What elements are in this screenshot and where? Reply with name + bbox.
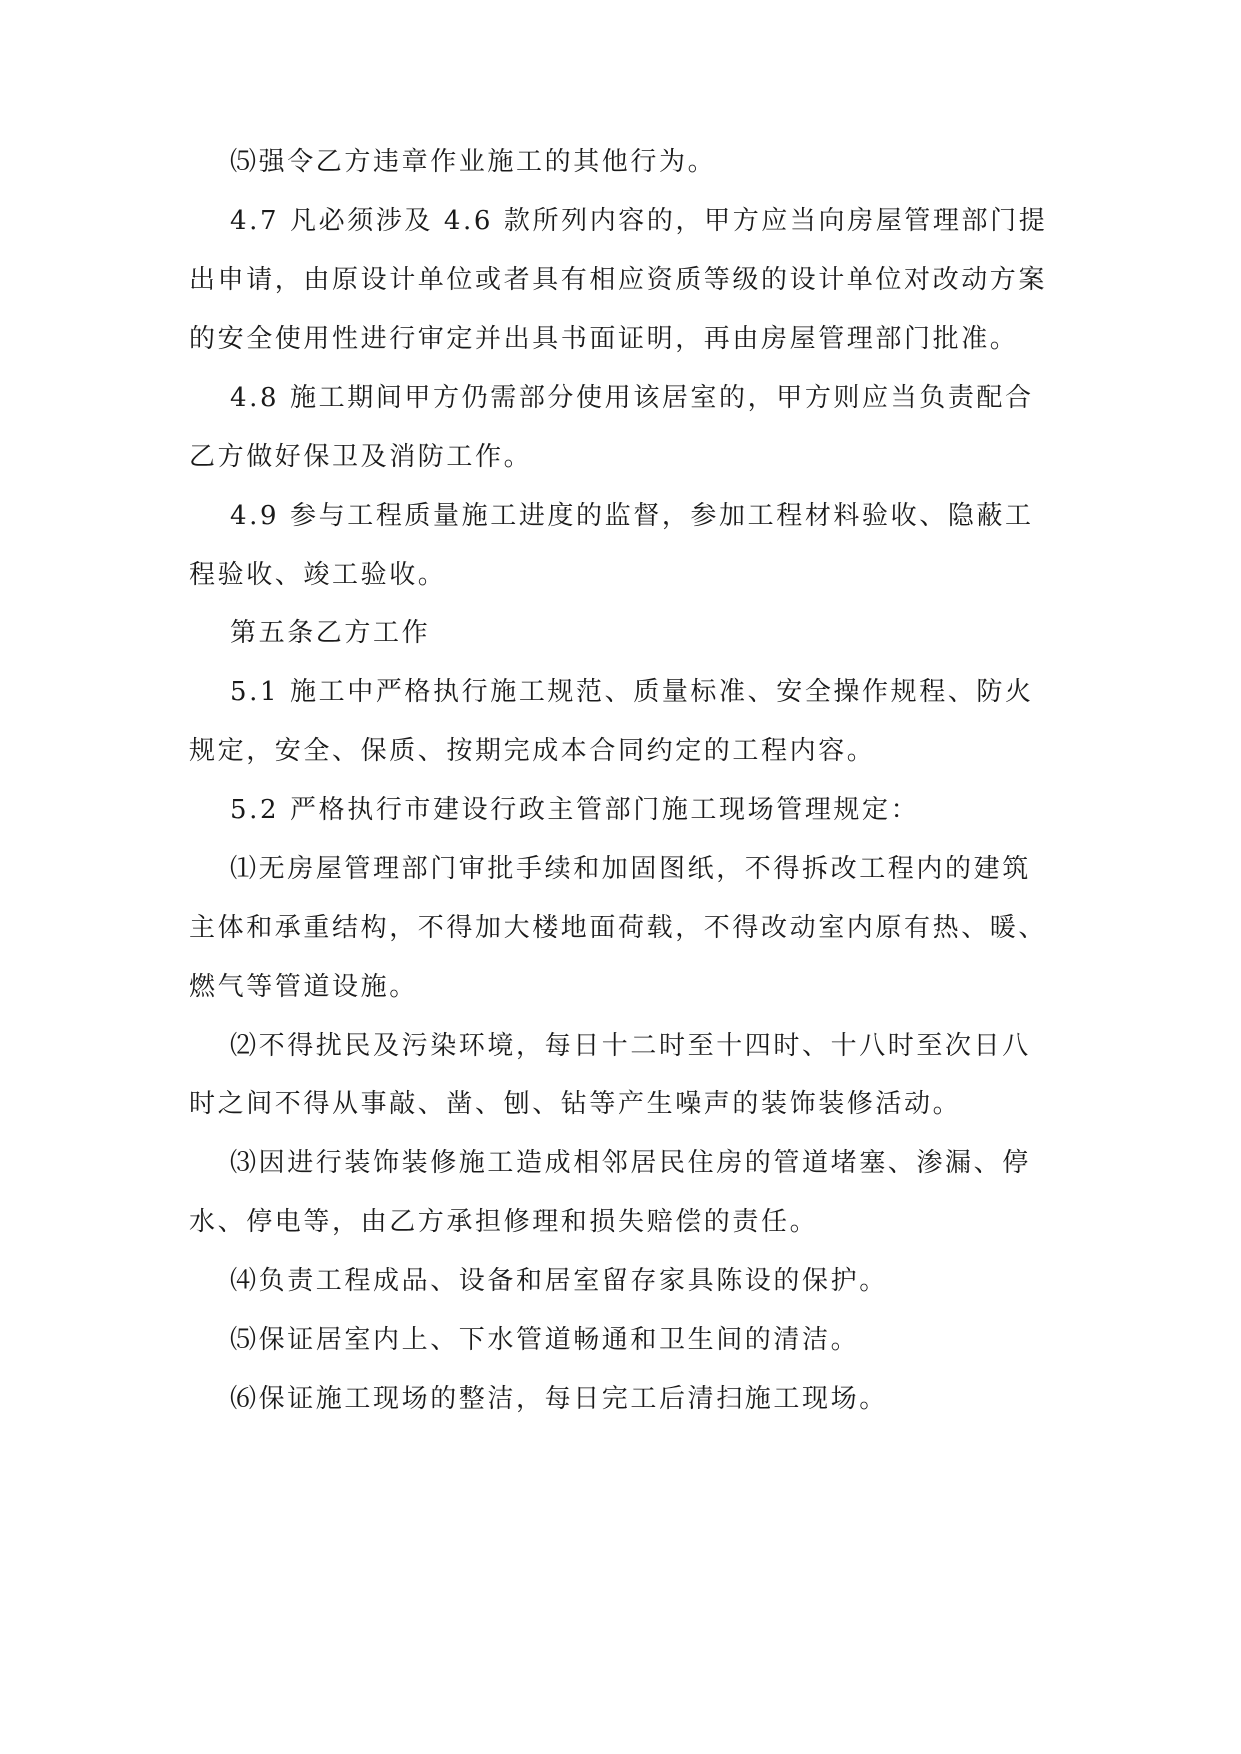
text-line: ⑷负责工程成品、设备和居室留存家具陈设的保护。 xyxy=(230,1266,888,1296)
text-line: ⑸保证居室内上、下水管道畅通和卫生间的清洁。 xyxy=(230,1325,860,1355)
text-line: 4.9 参与工程质量施工进度的监督，参加工程材料验收、隐蔽工 xyxy=(230,501,1034,531)
text-line: ⑹保证施工现场的整洁，每日完工后清扫施工现场。 xyxy=(230,1384,888,1414)
text-line: 水、停电等，由乙方承担修理和损失赔偿的责任。 xyxy=(189,1207,819,1237)
text-line: 主体和承重结构，不得加大楼地面荷载，不得改动室内原有热、暖、 xyxy=(189,913,1048,943)
text-line: 程验收、竣工验收。 xyxy=(189,560,447,590)
text-line: ⑸强令乙方违章作业施工的其他行为。 xyxy=(230,147,717,177)
text-line: 4.7 凡必须涉及 4.6 款所列内容的，甲方应当向房屋管理部门提 xyxy=(230,206,1048,236)
text-line: 5.1 施工中严格执行施工规范、质量标准、安全操作规程、防火 xyxy=(230,677,1034,707)
text-line: 出申请，由原设计单位或者具有相应资质等级的设计单位对改动方案 xyxy=(189,265,1048,295)
text-line: 乙方做好保卫及消防工作。 xyxy=(189,442,533,472)
text-line: ⑶因进行装饰装修施工造成相邻居民住房的管道堵塞、渗漏、停 xyxy=(230,1148,1031,1178)
text-line: 规定，安全、保质、按期完成本合同约定的工程内容。 xyxy=(189,736,876,766)
text-line: 的安全使用性进行审定并出具书面证明，再由房屋管理部门批准。 xyxy=(189,324,1019,354)
text-line: 燃气等管道设施。 xyxy=(189,972,418,1002)
text-line: ⑴无房屋管理部门审批手续和加固图纸，不得拆改工程内的建筑 xyxy=(230,854,1031,884)
section-heading: 第五条乙方工作 xyxy=(230,618,431,648)
text-line: 5.2 严格执行市建设行政主管部门施工现场管理规定： xyxy=(230,795,920,825)
text-line: ⑵不得扰民及污染环境，每日十二时至十四时、十八时至次日八 xyxy=(230,1031,1031,1061)
text-line: 时之间不得从事敲、凿、刨、钻等产生噪声的装饰装修活动。 xyxy=(189,1089,962,1119)
text-line: 4.8 施工期间甲方仍需部分使用该居室的，甲方则应当负责配合 xyxy=(230,383,1034,413)
